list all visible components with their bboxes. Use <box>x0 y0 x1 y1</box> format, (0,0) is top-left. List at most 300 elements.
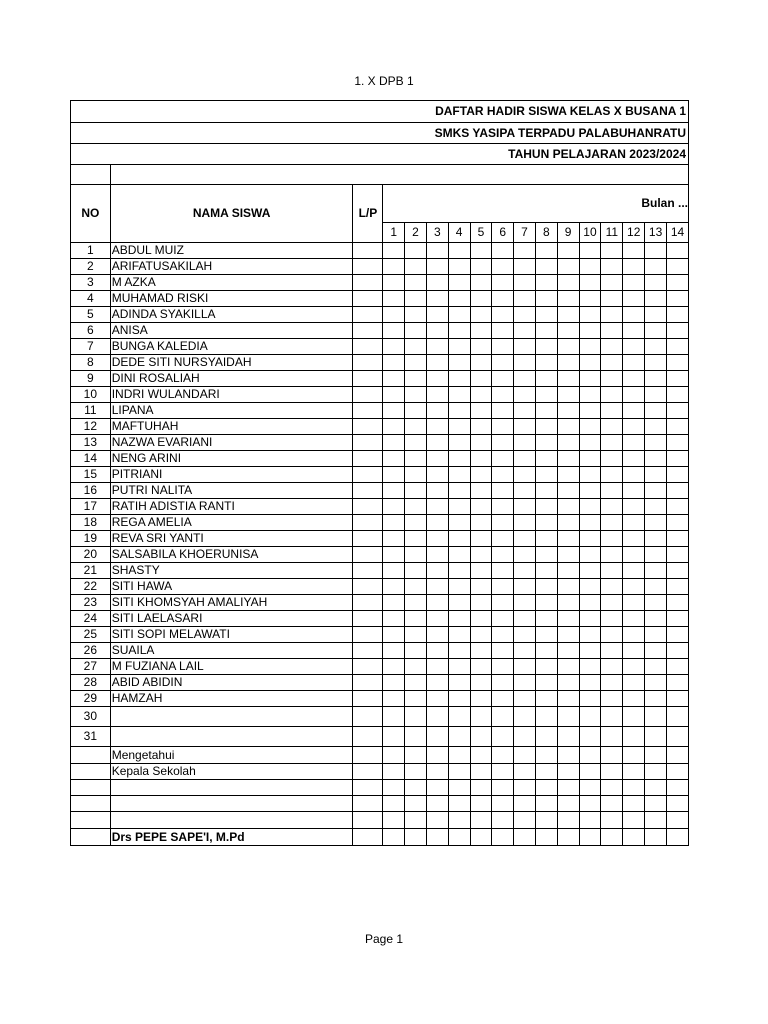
gender-cell[interactable] <box>353 243 383 259</box>
attendance-cell[interactable] <box>405 579 427 595</box>
attendance-cell[interactable] <box>535 339 557 355</box>
attendance-cell[interactable] <box>383 403 405 419</box>
attendance-cell[interactable] <box>383 829 405 846</box>
attendance-cell[interactable] <box>426 563 448 579</box>
attendance-cell[interactable] <box>623 812 645 829</box>
attendance-cell[interactable] <box>645 387 667 403</box>
attendance-cell[interactable] <box>514 691 536 707</box>
attendance-cell[interactable] <box>448 515 470 531</box>
attendance-cell[interactable] <box>579 435 601 451</box>
attendance-cell[interactable] <box>535 611 557 627</box>
attendance-cell[interactable] <box>492 780 514 796</box>
attendance-cell[interactable] <box>405 675 427 691</box>
attendance-cell[interactable] <box>667 419 689 435</box>
attendance-cell[interactable] <box>383 707 405 727</box>
attendance-cell[interactable] <box>579 627 601 643</box>
attendance-cell[interactable] <box>557 291 579 307</box>
attendance-cell[interactable] <box>492 483 514 499</box>
attendance-cell[interactable] <box>448 643 470 659</box>
attendance-cell[interactable] <box>645 611 667 627</box>
attendance-cell[interactable] <box>645 691 667 707</box>
attendance-cell[interactable] <box>448 659 470 675</box>
attendance-cell[interactable] <box>601 796 623 812</box>
attendance-cell[interactable] <box>557 307 579 323</box>
attendance-cell[interactable] <box>601 467 623 483</box>
attendance-cell[interactable] <box>579 483 601 499</box>
attendance-cell[interactable] <box>383 764 405 780</box>
attendance-cell[interactable] <box>514 780 536 796</box>
attendance-cell[interactable] <box>579 259 601 275</box>
gender-cell[interactable] <box>353 371 383 387</box>
attendance-cell[interactable] <box>492 579 514 595</box>
gender-cell[interactable] <box>353 467 383 483</box>
attendance-cell[interactable] <box>470 547 492 563</box>
attendance-cell[interactable] <box>470 675 492 691</box>
attendance-cell[interactable] <box>448 727 470 747</box>
attendance-cell[interactable] <box>448 579 470 595</box>
gender-cell[interactable] <box>353 727 383 747</box>
attendance-cell[interactable] <box>579 829 601 846</box>
attendance-cell[interactable] <box>535 747 557 764</box>
attendance-cell[interactable] <box>405 419 427 435</box>
attendance-cell[interactable] <box>645 259 667 275</box>
attendance-cell[interactable] <box>623 780 645 796</box>
attendance-cell[interactable] <box>470 796 492 812</box>
attendance-cell[interactable] <box>535 307 557 323</box>
attendance-cell[interactable] <box>492 796 514 812</box>
attendance-cell[interactable] <box>448 435 470 451</box>
attendance-cell[interactable] <box>470 531 492 547</box>
attendance-cell[interactable] <box>448 291 470 307</box>
attendance-cell[interactable] <box>405 780 427 796</box>
attendance-cell[interactable] <box>535 675 557 691</box>
attendance-cell[interactable] <box>579 419 601 435</box>
attendance-cell[interactable] <box>667 259 689 275</box>
attendance-cell[interactable] <box>623 291 645 307</box>
attendance-cell[interactable] <box>645 275 667 291</box>
gender-cell[interactable] <box>353 307 383 323</box>
attendance-cell[interactable] <box>623 419 645 435</box>
attendance-cell[interactable] <box>448 829 470 846</box>
attendance-cell[interactable] <box>426 643 448 659</box>
attendance-cell[interactable] <box>470 643 492 659</box>
attendance-cell[interactable] <box>667 563 689 579</box>
attendance-cell[interactable] <box>426 747 448 764</box>
attendance-cell[interactable] <box>426 355 448 371</box>
attendance-cell[interactable] <box>426 451 448 467</box>
attendance-cell[interactable] <box>557 371 579 387</box>
attendance-cell[interactable] <box>667 675 689 691</box>
attendance-cell[interactable] <box>667 483 689 499</box>
attendance-cell[interactable] <box>557 243 579 259</box>
attendance-cell[interactable] <box>383 451 405 467</box>
attendance-cell[interactable] <box>667 339 689 355</box>
attendance-cell[interactable] <box>470 563 492 579</box>
attendance-cell[interactable] <box>448 764 470 780</box>
attendance-cell[interactable] <box>426 764 448 780</box>
attendance-cell[interactable] <box>448 483 470 499</box>
attendance-cell[interactable] <box>667 611 689 627</box>
attendance-cell[interactable] <box>470 307 492 323</box>
attendance-cell[interactable] <box>667 371 689 387</box>
attendance-cell[interactable] <box>405 747 427 764</box>
attendance-cell[interactable] <box>557 259 579 275</box>
attendance-cell[interactable] <box>557 675 579 691</box>
attendance-cell[interactable] <box>470 611 492 627</box>
attendance-cell[interactable] <box>579 403 601 419</box>
attendance-cell[interactable] <box>448 675 470 691</box>
attendance-cell[interactable] <box>601 419 623 435</box>
attendance-cell[interactable] <box>448 796 470 812</box>
attendance-cell[interactable] <box>448 812 470 829</box>
gender-cell[interactable] <box>353 355 383 371</box>
attendance-cell[interactable] <box>601 643 623 659</box>
attendance-cell[interactable] <box>405 764 427 780</box>
attendance-cell[interactable] <box>557 747 579 764</box>
attendance-cell[interactable] <box>645 547 667 563</box>
attendance-cell[interactable] <box>667 355 689 371</box>
attendance-cell[interactable] <box>383 323 405 339</box>
attendance-cell[interactable] <box>667 643 689 659</box>
attendance-cell[interactable] <box>492 387 514 403</box>
attendance-cell[interactable] <box>579 531 601 547</box>
attendance-cell[interactable] <box>557 579 579 595</box>
attendance-cell[interactable] <box>601 339 623 355</box>
attendance-cell[interactable] <box>426 780 448 796</box>
attendance-cell[interactable] <box>579 659 601 675</box>
attendance-cell[interactable] <box>405 563 427 579</box>
attendance-cell[interactable] <box>426 243 448 259</box>
attendance-cell[interactable] <box>623 515 645 531</box>
attendance-cell[interactable] <box>601 403 623 419</box>
attendance-cell[interactable] <box>426 611 448 627</box>
attendance-cell[interactable] <box>448 259 470 275</box>
attendance-cell[interactable] <box>623 764 645 780</box>
gender-cell[interactable] <box>353 611 383 627</box>
attendance-cell[interactable] <box>623 403 645 419</box>
gender-cell[interactable] <box>353 747 383 764</box>
attendance-cell[interactable] <box>405 371 427 387</box>
attendance-cell[interactable] <box>383 419 405 435</box>
attendance-cell[interactable] <box>623 675 645 691</box>
attendance-cell[interactable] <box>623 323 645 339</box>
attendance-cell[interactable] <box>514 643 536 659</box>
attendance-cell[interactable] <box>426 796 448 812</box>
attendance-cell[interactable] <box>579 515 601 531</box>
attendance-cell[interactable] <box>579 355 601 371</box>
attendance-cell[interactable] <box>645 727 667 747</box>
attendance-cell[interactable] <box>514 829 536 846</box>
attendance-cell[interactable] <box>667 764 689 780</box>
attendance-cell[interactable] <box>492 307 514 323</box>
attendance-cell[interactable] <box>492 291 514 307</box>
attendance-cell[interactable] <box>514 243 536 259</box>
attendance-cell[interactable] <box>448 467 470 483</box>
attendance-cell[interactable] <box>557 659 579 675</box>
attendance-cell[interactable] <box>514 339 536 355</box>
attendance-cell[interactable] <box>514 451 536 467</box>
attendance-cell[interactable] <box>623 643 645 659</box>
attendance-cell[interactable] <box>645 627 667 643</box>
attendance-cell[interactable] <box>645 499 667 515</box>
attendance-cell[interactable] <box>535 707 557 727</box>
attendance-cell[interactable] <box>623 275 645 291</box>
attendance-cell[interactable] <box>557 707 579 727</box>
attendance-cell[interactable] <box>579 691 601 707</box>
attendance-cell[interactable] <box>470 243 492 259</box>
attendance-cell[interactable] <box>426 403 448 419</box>
attendance-cell[interactable] <box>514 435 536 451</box>
attendance-cell[interactable] <box>470 764 492 780</box>
attendance-cell[interactable] <box>426 675 448 691</box>
gender-cell[interactable] <box>353 451 383 467</box>
attendance-cell[interactable] <box>383 675 405 691</box>
gender-cell[interactable] <box>353 659 383 675</box>
attendance-cell[interactable] <box>579 707 601 727</box>
attendance-cell[interactable] <box>623 829 645 846</box>
attendance-cell[interactable] <box>579 547 601 563</box>
attendance-cell[interactable] <box>405 435 427 451</box>
attendance-cell[interactable] <box>667 275 689 291</box>
attendance-cell[interactable] <box>383 727 405 747</box>
gender-cell[interactable] <box>353 675 383 691</box>
attendance-cell[interactable] <box>557 323 579 339</box>
attendance-cell[interactable] <box>405 691 427 707</box>
attendance-cell[interactable] <box>448 563 470 579</box>
attendance-cell[interactable] <box>535 435 557 451</box>
gender-cell[interactable] <box>353 547 383 563</box>
attendance-cell[interactable] <box>535 659 557 675</box>
attendance-cell[interactable] <box>383 339 405 355</box>
attendance-cell[interactable] <box>645 419 667 435</box>
attendance-cell[interactable] <box>557 727 579 747</box>
attendance-cell[interactable] <box>557 611 579 627</box>
attendance-cell[interactable] <box>405 796 427 812</box>
gender-cell[interactable] <box>353 275 383 291</box>
attendance-cell[interactable] <box>383 595 405 611</box>
attendance-cell[interactable] <box>667 467 689 483</box>
attendance-cell[interactable] <box>448 611 470 627</box>
attendance-cell[interactable] <box>448 747 470 764</box>
attendance-cell[interactable] <box>601 259 623 275</box>
attendance-cell[interactable] <box>579 727 601 747</box>
attendance-cell[interactable] <box>492 611 514 627</box>
gender-cell[interactable] <box>353 515 383 531</box>
attendance-cell[interactable] <box>667 780 689 796</box>
attendance-cell[interactable] <box>383 307 405 323</box>
attendance-cell[interactable] <box>492 764 514 780</box>
attendance-cell[interactable] <box>535 275 557 291</box>
attendance-cell[interactable] <box>514 515 536 531</box>
attendance-cell[interactable] <box>601 307 623 323</box>
attendance-cell[interactable] <box>645 643 667 659</box>
gender-cell[interactable] <box>353 627 383 643</box>
attendance-cell[interactable] <box>470 275 492 291</box>
attendance-cell[interactable] <box>623 579 645 595</box>
attendance-cell[interactable] <box>601 483 623 499</box>
gender-cell[interactable] <box>353 643 383 659</box>
attendance-cell[interactable] <box>405 387 427 403</box>
attendance-cell[interactable] <box>667 515 689 531</box>
attendance-cell[interactable] <box>623 371 645 387</box>
attendance-cell[interactable] <box>470 499 492 515</box>
attendance-cell[interactable] <box>601 275 623 291</box>
attendance-cell[interactable] <box>383 579 405 595</box>
attendance-cell[interactable] <box>514 595 536 611</box>
attendance-cell[interactable] <box>667 499 689 515</box>
attendance-cell[interactable] <box>448 531 470 547</box>
attendance-cell[interactable] <box>514 419 536 435</box>
gender-cell[interactable] <box>353 419 383 435</box>
attendance-cell[interactable] <box>667 707 689 727</box>
attendance-cell[interactable] <box>601 451 623 467</box>
attendance-cell[interactable] <box>601 780 623 796</box>
attendance-cell[interactable] <box>579 323 601 339</box>
attendance-cell[interactable] <box>557 691 579 707</box>
attendance-cell[interactable] <box>667 659 689 675</box>
attendance-cell[interactable] <box>514 259 536 275</box>
attendance-cell[interactable] <box>426 307 448 323</box>
attendance-cell[interactable] <box>535 627 557 643</box>
attendance-cell[interactable] <box>623 547 645 563</box>
attendance-cell[interactable] <box>470 483 492 499</box>
gender-cell[interactable] <box>353 403 383 419</box>
attendance-cell[interactable] <box>535 451 557 467</box>
attendance-cell[interactable] <box>383 515 405 531</box>
attendance-cell[interactable] <box>623 355 645 371</box>
attendance-cell[interactable] <box>667 747 689 764</box>
attendance-cell[interactable] <box>623 259 645 275</box>
attendance-cell[interactable] <box>579 467 601 483</box>
attendance-cell[interactable] <box>645 371 667 387</box>
attendance-cell[interactable] <box>426 579 448 595</box>
attendance-cell[interactable] <box>426 659 448 675</box>
attendance-cell[interactable] <box>601 531 623 547</box>
attendance-cell[interactable] <box>557 339 579 355</box>
attendance-cell[interactable] <box>405 707 427 727</box>
attendance-cell[interactable] <box>667 435 689 451</box>
attendance-cell[interactable] <box>623 451 645 467</box>
attendance-cell[interactable] <box>645 579 667 595</box>
attendance-cell[interactable] <box>405 659 427 675</box>
attendance-cell[interactable] <box>470 515 492 531</box>
attendance-cell[interactable] <box>557 451 579 467</box>
attendance-cell[interactable] <box>426 499 448 515</box>
attendance-cell[interactable] <box>535 563 557 579</box>
attendance-cell[interactable] <box>579 371 601 387</box>
attendance-cell[interactable] <box>535 467 557 483</box>
attendance-cell[interactable] <box>405 259 427 275</box>
attendance-cell[interactable] <box>601 659 623 675</box>
attendance-cell[interactable] <box>470 403 492 419</box>
attendance-cell[interactable] <box>514 707 536 727</box>
attendance-cell[interactable] <box>470 419 492 435</box>
attendance-cell[interactable] <box>405 727 427 747</box>
attendance-cell[interactable] <box>470 435 492 451</box>
attendance-cell[interactable] <box>405 291 427 307</box>
attendance-cell[interactable] <box>492 403 514 419</box>
attendance-cell[interactable] <box>470 339 492 355</box>
attendance-cell[interactable] <box>448 627 470 643</box>
attendance-cell[interactable] <box>405 467 427 483</box>
attendance-cell[interactable] <box>623 435 645 451</box>
gender-cell[interactable] <box>353 595 383 611</box>
attendance-cell[interactable] <box>645 339 667 355</box>
attendance-cell[interactable] <box>514 531 536 547</box>
attendance-cell[interactable] <box>492 531 514 547</box>
attendance-cell[interactable] <box>579 747 601 764</box>
attendance-cell[interactable] <box>383 275 405 291</box>
attendance-cell[interactable] <box>557 796 579 812</box>
attendance-cell[interactable] <box>448 499 470 515</box>
attendance-cell[interactable] <box>426 323 448 339</box>
attendance-cell[interactable] <box>405 483 427 499</box>
attendance-cell[interactable] <box>470 451 492 467</box>
attendance-cell[interactable] <box>645 291 667 307</box>
gender-cell[interactable] <box>353 387 383 403</box>
attendance-cell[interactable] <box>470 291 492 307</box>
attendance-cell[interactable] <box>601 563 623 579</box>
attendance-cell[interactable] <box>645 531 667 547</box>
attendance-cell[interactable] <box>557 812 579 829</box>
attendance-cell[interactable] <box>579 595 601 611</box>
attendance-cell[interactable] <box>557 780 579 796</box>
attendance-cell[interactable] <box>601 499 623 515</box>
attendance-cell[interactable] <box>579 291 601 307</box>
attendance-cell[interactable] <box>557 627 579 643</box>
attendance-cell[interactable] <box>492 747 514 764</box>
attendance-cell[interactable] <box>448 691 470 707</box>
attendance-cell[interactable] <box>623 339 645 355</box>
attendance-cell[interactable] <box>623 243 645 259</box>
attendance-cell[interactable] <box>514 727 536 747</box>
attendance-cell[interactable] <box>470 659 492 675</box>
attendance-cell[interactable] <box>645 747 667 764</box>
attendance-cell[interactable] <box>645 403 667 419</box>
attendance-cell[interactable] <box>535 259 557 275</box>
attendance-cell[interactable] <box>492 707 514 727</box>
attendance-cell[interactable] <box>535 483 557 499</box>
attendance-cell[interactable] <box>405 812 427 829</box>
attendance-cell[interactable] <box>470 829 492 846</box>
attendance-cell[interactable] <box>601 547 623 563</box>
attendance-cell[interactable] <box>405 547 427 563</box>
attendance-cell[interactable] <box>383 563 405 579</box>
gender-cell[interactable] <box>353 579 383 595</box>
attendance-cell[interactable] <box>601 579 623 595</box>
attendance-cell[interactable] <box>470 323 492 339</box>
attendance-cell[interactable] <box>535 547 557 563</box>
attendance-cell[interactable] <box>579 675 601 691</box>
attendance-cell[interactable] <box>514 323 536 339</box>
attendance-cell[interactable] <box>557 531 579 547</box>
attendance-cell[interactable] <box>601 747 623 764</box>
gender-cell[interactable] <box>353 764 383 780</box>
attendance-cell[interactable] <box>623 563 645 579</box>
attendance-cell[interactable] <box>426 371 448 387</box>
attendance-cell[interactable] <box>623 627 645 643</box>
attendance-cell[interactable] <box>557 547 579 563</box>
attendance-cell[interactable] <box>492 419 514 435</box>
attendance-cell[interactable] <box>514 483 536 499</box>
attendance-cell[interactable] <box>426 531 448 547</box>
gender-cell[interactable] <box>353 691 383 707</box>
gender-cell[interactable] <box>353 707 383 727</box>
attendance-cell[interactable] <box>448 451 470 467</box>
attendance-cell[interactable] <box>557 563 579 579</box>
attendance-cell[interactable] <box>405 323 427 339</box>
attendance-cell[interactable] <box>579 796 601 812</box>
